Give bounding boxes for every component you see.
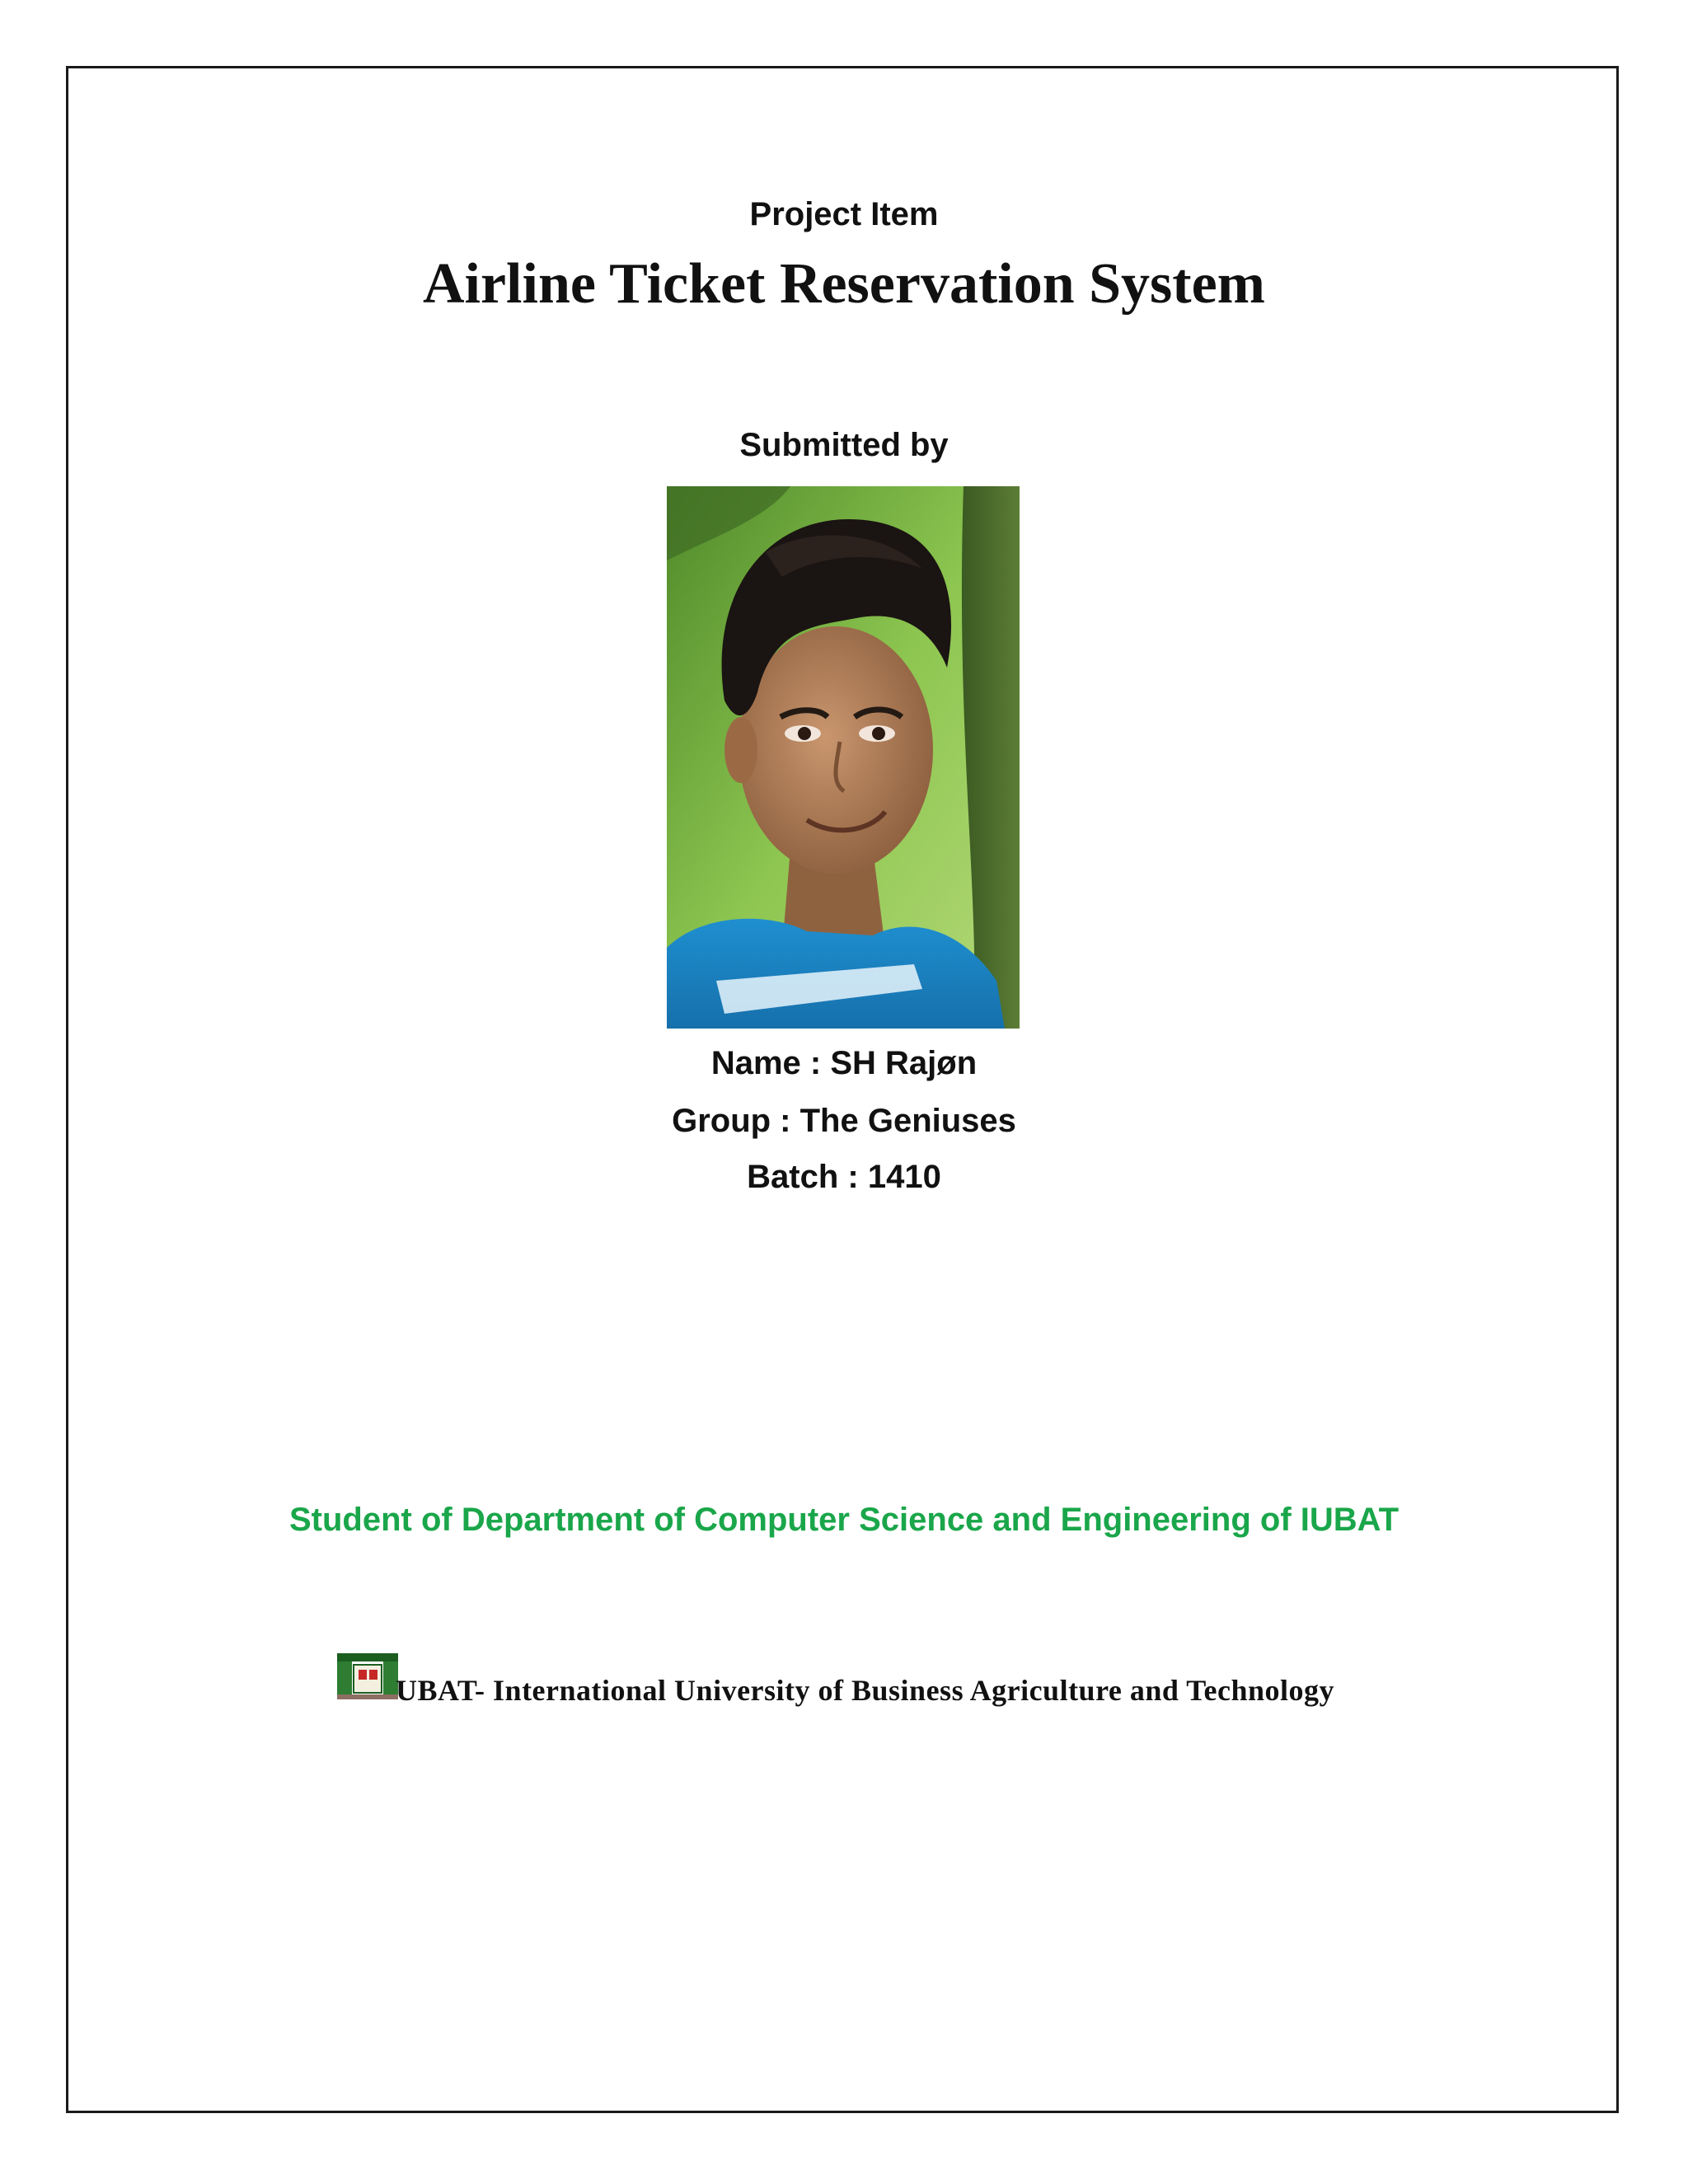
student-name: Name : SH Rajøn <box>710 1045 978 1081</box>
university-footer <box>0 1650 1688 1708</box>
document-title: Airline Ticket Reservation System <box>422 252 1265 316</box>
page-border <box>66 66 1619 2113</box>
university-name: UBAT- International University of Business Agriculture and Technology <box>396 1674 1334 1707</box>
student-batch: Batch : 1410 <box>747 1159 941 1195</box>
student-photo <box>667 486 1020 1029</box>
department-line: Student of Department of Computer Science and Engineering of IUBAT <box>289 1502 1399 1538</box>
submitted-by-label: Submitted by <box>739 427 949 463</box>
project-label: Project Item <box>749 196 939 232</box>
student-group: Group : The Geniuses <box>672 1103 1016 1139</box>
iubat-logo-icon <box>334 1650 401 1703</box>
